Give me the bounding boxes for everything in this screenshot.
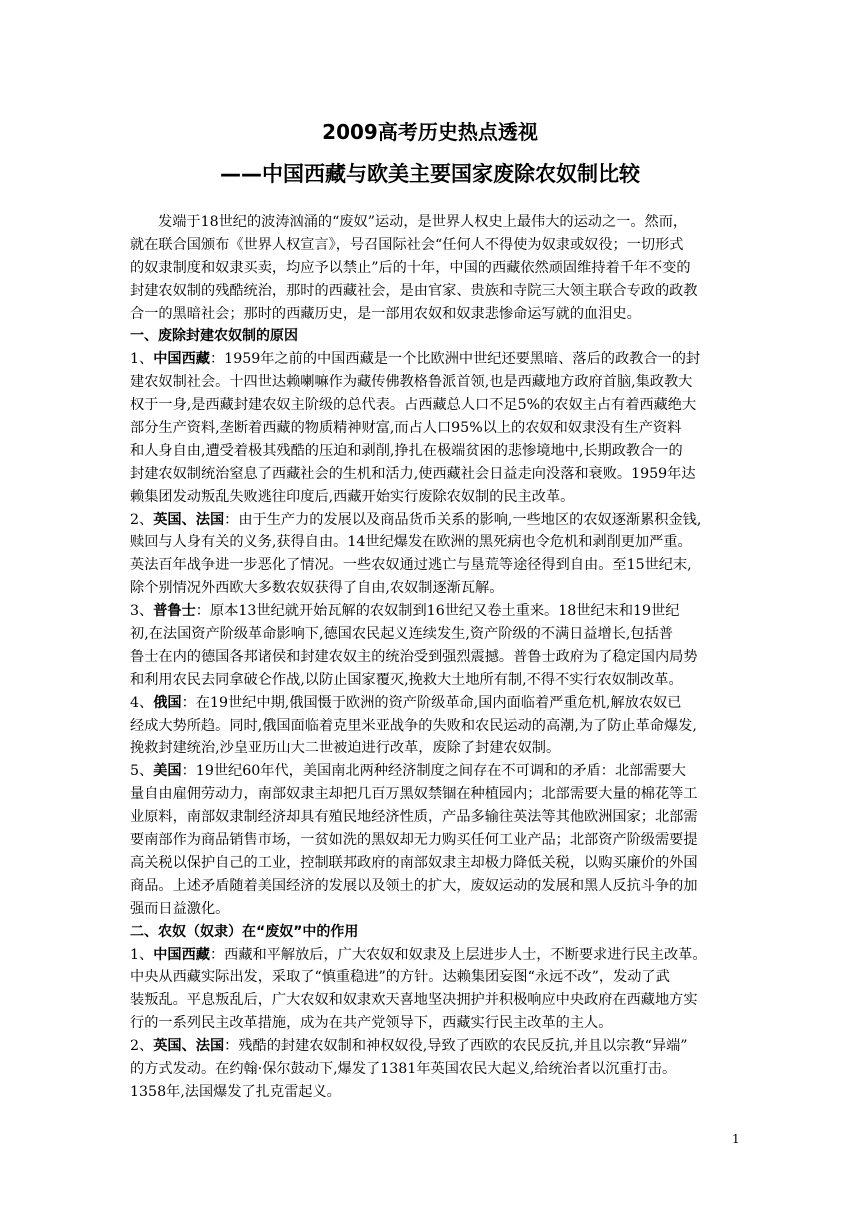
text-line: 合一的黑暗社会；那时的西藏历史，是一部用农奴和奴隶悲惨命运写就的血泪史。 (130, 305, 641, 322)
item-label: 中国西藏 (153, 351, 210, 368)
item-label: 英国、法国 (153, 511, 225, 528)
item-label: 英国、法国 (153, 1038, 225, 1055)
item-number: 4、 (130, 694, 154, 711)
list-item (130, 760, 730, 920)
list-item (130, 348, 730, 508)
text-line: ：西藏和平解放后，广大农奴和奴隶及上层进步人士，不断要求进行民主改革。 (209, 946, 707, 963)
text-line: 建农奴制社会。十四世达赖喇嘛作为藏传佛教格鲁派首领,也是西藏地方政府首脑,集政教大 (130, 374, 693, 391)
text-line: 就在联合国颁布《世界人权宣言》，号召国际社会“任何人不得使为奴隶或奴役；一切形式 (130, 236, 684, 253)
text-line: ：1959年之前的中国西藏是一个比欧洲中世纪还要黑暗、落后的政教合一的封 (209, 351, 701, 368)
document-subtitle: ——中国西藏与欧美主要国家废除农奴制比较 (220, 162, 640, 186)
item-number: 5、 (130, 763, 154, 780)
text-line: ：残酷的封建农奴制和神权奴役,导致了西欧的农民反抗,并且以宗教“异端” (224, 1038, 688, 1055)
text-line: 和人身自由,遭受着极其残酷的压迫和剥削,挣扎在极端贫困的悲惨境地中,长期政教合一的 (130, 442, 683, 459)
text-line: 行的一系列民主改革措施，成为在共产党领导下，西藏实行民主改革的主人。 (130, 1015, 613, 1032)
item-number: 1、 (130, 351, 154, 368)
text-line: 经成大势所趋。同时,俄国面临着克里米亚战争的失败和农民运动的高潮,为了防止革命爆发, (130, 717, 697, 734)
section-heading: 二、农奴（奴隶）在“废奴”中的作用 (130, 923, 359, 940)
text-line: 封建农奴制的残酷统治，那时的西藏社会，是由官家、贵族和寺院三大领主联合专政的政教 (130, 282, 698, 299)
document-body (130, 211, 730, 1104)
text-line: 装叛乱。平息叛乱后，广大农奴和奴隶欢天喜地坚决拥护并积极响应中央政府在西藏地方实 (130, 992, 698, 1009)
text-line: 高关税以保护自己的工业，控制联邦政府的南部奴隶主却极力降低关税，以购买廉价的外国 (130, 854, 698, 871)
text-line: 赎回与人身有关的义务,获得自由。14世纪爆发在欧洲的黑死病也令危机和剥削更加严重。 (130, 534, 692, 551)
text-line: 业原料，南部奴隶制经济却具有殖民地经济性质，产品多输往英法等其他欧洲国家；北部需 (130, 809, 698, 826)
text-line: 权于一身,是西藏封建农奴主阶级的总代表。占西藏总人口不足5%的农奴主占有着西藏绝大 (130, 397, 697, 414)
text-line: 中央从西藏实际出发，采取了“慎重稳进”的方针。达赖集团妄图“永远不改”，发动了武 (130, 969, 670, 986)
item-number: 1、 (130, 946, 154, 963)
text-line: 赖集团发动叛乱失败逃往印度后,西藏开始实行废除农奴制的民主改革。 (130, 488, 575, 505)
item-number: 2、 (130, 511, 154, 528)
text-line: 要南部作为商品销售市场，一贫如洗的黑奴却无力购买任何工业产品；北部资产阶级需要提 (130, 832, 698, 849)
document-title: 2009高考历史热点透视 (322, 120, 538, 144)
text-line: 的方式发动。在约翰·保尔鼓动下,爆发了1381年英国农民大起义,给统治者以沉重打击。 (130, 1060, 677, 1077)
intro-paragraph (130, 211, 730, 325)
list-item (130, 1035, 730, 1104)
text-line: 初,在法国资产阶级革命影响下,德国农民起义连续发生,资产阶级的不满日益增长,包括普 (130, 626, 673, 643)
list-item (130, 509, 730, 601)
page-number: 1 (732, 1132, 740, 1146)
text-line: 除个别情况外西欧大多数农奴获得了自由,农奴制逐渐瓦解。 (130, 580, 504, 597)
list-item (130, 944, 730, 1036)
text-line: 商品。上述矛盾随着美国经济的发展以及领土的扩大，废奴运动的发展和黑人反抗斗争的加 (130, 877, 698, 894)
text-line: 挽救封建统治,沙皇亚历山大二世被迫进行改革，废除了封建农奴制。 (130, 740, 561, 757)
text-line: 发端于18世纪的波涛汹涌的“废奴”运动，是世界人权史上最伟大的运动之一。然而， (158, 214, 688, 230)
item-label: 普鲁士 (153, 603, 196, 620)
text-line: 和利用农民去同拿破仑作战,以防止国家覆灭,挽救大土地所有制,不得不实行农奴制改革。 (130, 671, 683, 688)
text-line: 封建农奴制统治窒息了西藏社会的生机和活力,使西藏社会日益走向没落和衰败。1959年达 (130, 465, 696, 482)
text-line: ：19世纪60年代，美国南北两种经济制度之间存在不可调和的矛盾：北部需要大 (181, 763, 686, 780)
item-number: 2、 (130, 1038, 154, 1055)
item-label: 美国 (153, 763, 182, 780)
text-line: 部分生产资料,垄断着西藏的物质精神财富,而占人口95%以上的农奴和奴隶没有生产资料 (130, 420, 682, 437)
item-label: 俄国 (153, 694, 182, 711)
text-line: 鲁士在内的德国各邦诸侯和封建农奴主的统治受到强烈震撼。普鲁士政府为了稳定国内局势 (130, 648, 698, 665)
text-line: 的奴隶制度和奴隶买卖，均应予以禁止”后的十年，中国的西藏依然顽固维持着千年不变的 (130, 259, 691, 276)
item-label: 中国西藏 (153, 946, 210, 963)
text-line: 强而日益激化。 (130, 900, 230, 917)
section-heading: 一、废除封建农奴制的原因 (130, 328, 298, 345)
list-item (130, 600, 730, 692)
text-line: ：由于生产力的发展以及商品货币关系的影响,一些地区的农奴逐渐累积金钱, (224, 511, 702, 528)
text-line: 1358年,法国爆发了扎克雷起义。 (130, 1083, 341, 1100)
text-line: 量自由雇佣劳动力，南部奴隶主却把几百万黑奴禁锢在种植园内；北部需要大量的棉花等工 (130, 786, 698, 803)
text-line: 英法百年战争进一步恶化了情况。一些农奴通过逃亡与垦荒等途径得到自由。至15世纪末, (130, 557, 692, 574)
text-line: ：原本13世纪就开始瓦解的农奴制到16世纪又卷土重来。18世纪末和19世纪 (195, 603, 680, 620)
text-line: ：在19世纪中期,俄国慑于欧洲的资产阶级革命,国内面临着严重危机,解放农奴已 (181, 694, 682, 711)
list-item (130, 692, 730, 761)
item-number: 3、 (130, 603, 154, 620)
